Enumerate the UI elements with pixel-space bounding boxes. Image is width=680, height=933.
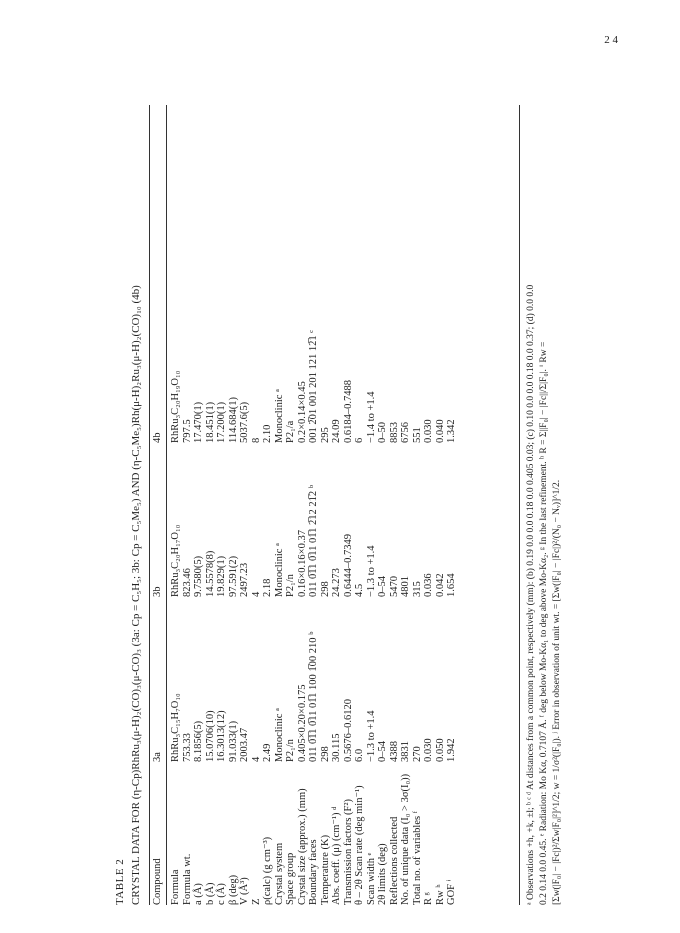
row-label: No. of unique data (I₀ > 3σ(I₀)): [400, 773, 411, 905]
row-label: V (Å³): [239, 877, 250, 905]
row-value: 315: [411, 581, 423, 597]
row-value: RhRu₃C₂₀H₁₇O₁₀: [170, 524, 181, 597]
table-row: [275, 105, 287, 905]
row-value: P2₁/n: [285, 739, 296, 762]
table-row: [413, 105, 425, 905]
row-value: 8853: [388, 422, 400, 443]
page-number: 2 4: [604, 34, 618, 46]
row-value: 18.451(1): [204, 401, 216, 443]
row-label: 2θ limits (deg): [377, 843, 388, 905]
row-label: Formula wt.: [181, 853, 193, 905]
row-value: 4: [250, 756, 262, 762]
row-value: Monoclinic ᵃ: [273, 708, 285, 762]
row-value: 797.5: [181, 419, 193, 443]
header-3b: 3b: [152, 586, 163, 597]
row-label: Temperature (K): [319, 834, 331, 905]
header-4b: 4b: [152, 432, 163, 443]
row-value: 0–54: [377, 741, 388, 762]
row-value: 0–54: [377, 576, 388, 597]
table-row: [447, 105, 459, 905]
row-value: 0.030: [423, 738, 434, 762]
row-value: 551: [411, 427, 423, 443]
row-value: 0.6444–0.7349: [342, 534, 354, 597]
row-value: 9.7580(5): [193, 555, 204, 597]
table-row: [367, 105, 379, 905]
row-value: 1.342: [446, 419, 457, 443]
row-value: 6.0: [354, 748, 365, 762]
row-value: 753.33: [181, 733, 193, 762]
row-value: 2003.47: [239, 727, 250, 762]
header-3a: 3a: [152, 752, 163, 762]
row-value: 24.273: [331, 568, 342, 597]
table-row: [401, 105, 413, 905]
table-top-rule: [149, 105, 150, 905]
row-label: GOF ⁱ: [446, 879, 457, 905]
row-label: Formula: [170, 869, 181, 905]
row-value: 2497.23: [239, 562, 250, 597]
table-footnotes: [525, 105, 564, 905]
row-value: 4: [250, 591, 262, 597]
table-row: [240, 105, 252, 905]
row-value: 0.6184–0.7488: [342, 380, 354, 443]
row-label: Transmission factors (F²): [342, 798, 354, 905]
footnote-line: [Σw(|F₀| − |Fc|)²/Σw|F₀|²]^1/2; w = 1/σ²(|F₀|). ʲ Error in observation of unit wt. = [Σw(|F₀| − |Fc|)²/(N₀ − Nᵥ)]^1/2.: [552, 479, 562, 905]
table-row: [378, 105, 390, 905]
row-value: 0.040: [434, 419, 446, 443]
row-label: b (Å): [204, 882, 216, 905]
row-value: 24.09: [331, 419, 342, 443]
row-value: 011 0̅1̅1 0̅11 01̅1 100 1̅00 210 ᵇ: [308, 631, 319, 762]
row-value: 4.5: [354, 583, 365, 597]
row-value: 0.405×0.20×0.175: [296, 684, 308, 762]
table-row: [217, 105, 229, 905]
row-value: 4388: [388, 741, 400, 762]
table-row: [309, 105, 321, 905]
row-value: 270: [411, 746, 423, 762]
row-label: θ – 2θ Scan rate (deg min⁻¹): [354, 785, 365, 905]
table-row: [206, 105, 218, 905]
row-value: 97.591(2): [227, 555, 239, 597]
row-value: 823.46: [181, 568, 193, 597]
row-value: 0.2×0.14×0.45: [296, 381, 308, 443]
row-value: 0.042: [434, 573, 446, 597]
row-value: −1.3 to +1.4: [365, 545, 377, 597]
table-row: [436, 105, 448, 905]
table-row: [321, 105, 333, 905]
row-value: 011 0̅1̅1 0̅11 01̅1 2̅12 21̅2 ᵇ: [308, 485, 319, 597]
row-value: 1.942: [446, 738, 457, 762]
table-row: [171, 105, 183, 905]
row-value: 6: [354, 437, 365, 443]
table-row: [252, 105, 264, 905]
row-value: 1.654: [446, 573, 457, 597]
row-value: RhRu₃C₂₀H₁₉O₁₀: [170, 370, 181, 443]
row-value: 114.684(1): [227, 397, 239, 443]
row-value: 2.18: [262, 578, 273, 597]
row-value: 3831: [400, 741, 411, 762]
row-value: 5037.6(5): [239, 401, 250, 443]
row-value: 8: [250, 437, 262, 443]
row-label: Reflections collected: [388, 816, 400, 905]
row-label: Crystal size (approx.) (mm): [296, 788, 308, 905]
table-label: TABLE 2: [114, 858, 126, 905]
row-value: 30.115: [331, 733, 342, 762]
row-value: 2.10: [262, 424, 273, 443]
row-value: 16.3013(12): [216, 710, 227, 762]
header-compound: Compound: [152, 858, 163, 905]
row-value: 14.5578(8): [204, 550, 216, 597]
row-value: −1.4 to +1.4: [365, 391, 377, 443]
table-row: [263, 105, 275, 905]
row-value: 0.036: [423, 573, 434, 597]
row-value: P2₁/n: [285, 574, 296, 597]
footnote-line: ᵃ Observations +h, +k, ±l; ᵇ ᶜ ᵈ At distances from a common point, respectively (mm): (b) 0.19 0.0 0.0 0.18 0.0 0.405 0.03; (c) 0.10 0.0 0.0 0.18 0.0 0.37; (d) 0.0 0.0: [526, 284, 536, 905]
table-row: [355, 105, 367, 905]
row-label: a (Å): [193, 883, 204, 905]
table-bottom-rule: [519, 105, 520, 905]
row-label: ρ(calc) (g cm⁻³): [262, 836, 273, 905]
row-value: 19.829(1): [216, 555, 227, 597]
row-label: Crystal system: [273, 842, 285, 905]
row-value: 298: [319, 581, 331, 597]
row-label: Boundary faces: [308, 839, 319, 905]
row-value: 4801: [400, 576, 411, 597]
table-title: CRYSTAL DATA FOR (η-Cp)RhRu₃(μ-H)₂(CO)₃(μ-CO)₃ (3a: Cp = C₅H₅; 3b: Cp = C₅Me₅) AND (η-C₅Me₅)Rh(μ-H)₂Ru₃(μ-H)₂(CO)₁₀ (4b): [130, 285, 142, 905]
row-value: 17.470(1): [193, 401, 204, 443]
row-label: Space group: [285, 852, 296, 905]
row-value: 295: [319, 427, 331, 443]
table-row: [424, 105, 436, 905]
table-row: [286, 105, 298, 905]
row-value: 298: [319, 746, 331, 762]
rotated-table-block: [114, 45, 562, 905]
row-label: Scan width ᵉ: [365, 852, 377, 905]
row-value: 5470: [388, 576, 400, 597]
row-value: 0.5676–0.6120: [342, 699, 354, 762]
footnote-line: 0.2 0.14 0.0 0.45. ᵉ Radiation: Mo Kα, 0.7107 Å. ᶠ deg below Mo-Kα₁ to deg above Mo-Kα₂. ᵍ In the last refinement. ʰ R = Σ||F₀| − |Fc||/Σ|F₀|. ⁱ Rw =: [539, 341, 549, 905]
row-value: 91.033(1): [227, 720, 239, 762]
table-row: [229, 105, 241, 905]
row-label: R ᵍ: [423, 892, 434, 905]
table-header-rule: [166, 105, 167, 905]
row-value: 6756: [400, 422, 411, 443]
row-label: β (deg): [227, 874, 239, 905]
row-value: 15.0706(10): [204, 710, 216, 762]
row-label: Rw ʰ: [434, 884, 446, 905]
row-value: 2.49: [262, 743, 273, 762]
row-value: 0.050: [434, 738, 446, 762]
row-label: Total no. of variables ᶠ: [411, 811, 423, 905]
row-value: 17.200(1): [216, 401, 227, 443]
row-value: P2₁/a: [285, 420, 296, 443]
row-value: Monoclinic ᵃ: [273, 543, 285, 597]
row-label: c (Å): [216, 883, 227, 905]
row-value: 0–50: [377, 422, 388, 443]
table-row: [194, 105, 206, 905]
table-body: [171, 105, 459, 905]
row-value: 0.16×0.16×0.37: [296, 530, 308, 597]
row-value: 0.030: [423, 419, 434, 443]
table-row: [183, 105, 195, 905]
row-value: RhRu₃C₁₅H₇O₁₀: [170, 693, 181, 762]
row-label: Z: [250, 898, 262, 905]
row-value: Monoclinic ᵃ: [273, 389, 285, 443]
table-row: [332, 105, 344, 905]
row-value: −1.3 to +1.4: [365, 710, 377, 762]
row-value: 001 2̅01 001 201 121 12̅1 ᶜ: [308, 330, 319, 443]
row-label: Abs. coeff. (μ) (cm⁻¹) ᵈ: [331, 806, 342, 905]
row-value: 8.1856(5): [193, 720, 204, 762]
